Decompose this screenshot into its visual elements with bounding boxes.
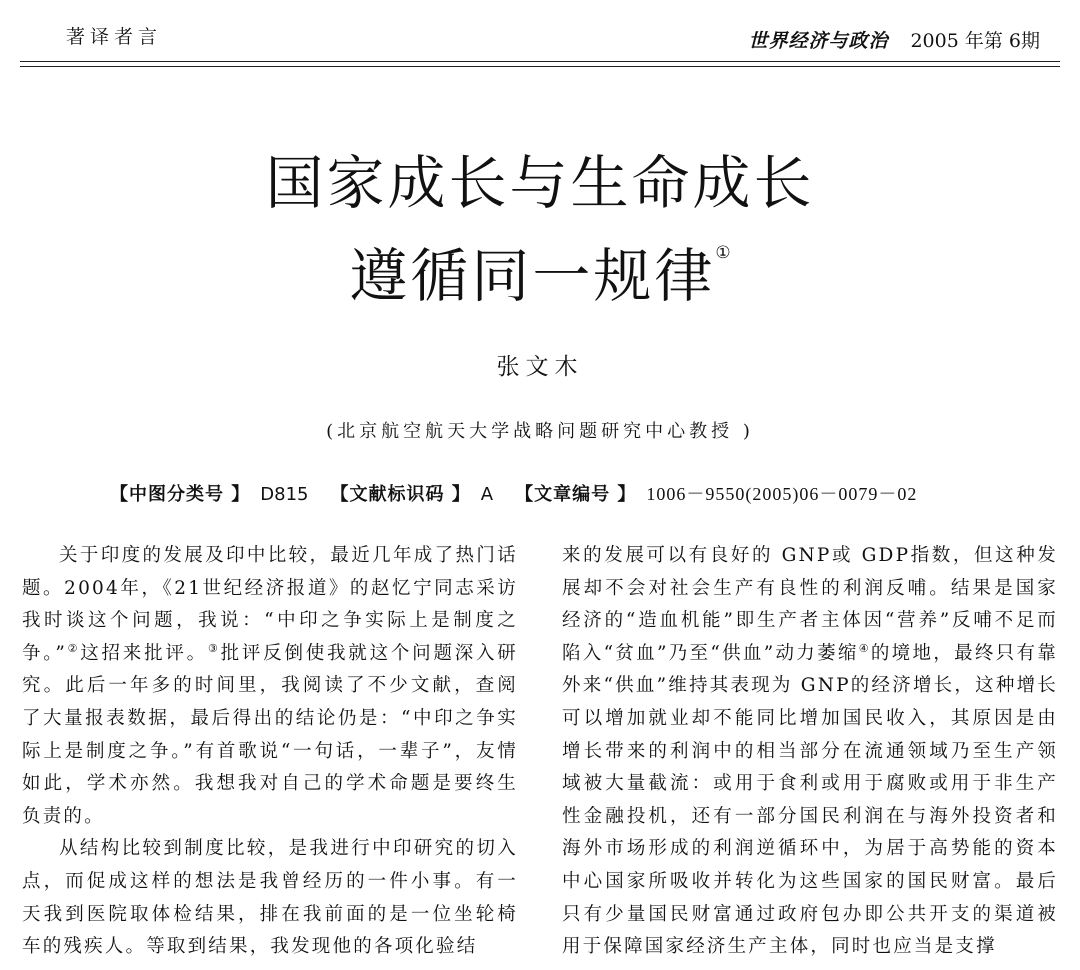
- title-line-2-text: 遵循同一规律: [349, 242, 716, 310]
- author-name: 张文木: [496, 354, 584, 380]
- footnote-marker[interactable]: ②: [66, 641, 81, 655]
- clc-value: D815: [260, 484, 309, 505]
- section-label: 著译者言: [66, 26, 163, 48]
- issue-number: 2005 年第 6期: [910, 30, 1040, 52]
- journal-logo: 世界经济与政治: [748, 30, 889, 52]
- doc-code-label: 【文献标识码 】: [330, 484, 471, 505]
- header-rule-top: [20, 61, 1060, 62]
- footnote-marker[interactable]: ④: [858, 641, 871, 655]
- body-column-right: [562, 540, 1058, 964]
- article-number-value: 1006－9550(2005)06－0079－02: [646, 484, 918, 504]
- paragraph-text: 来的发展可以有良好的 GNP或 GDP指数，但这种发展却不会对社会生产有良性的利润反哺。结果是国家经济的“造血机能”即生产者主体因“营养”反哺不足而陷入“贫血”乃至“供血”动力萎缩: [562, 545, 1058, 664]
- journal-issue-block: [748, 26, 1040, 53]
- footnote-marker[interactable]: ③: [207, 641, 221, 655]
- title-line-1: 国家成长与生命成长: [265, 149, 815, 217]
- author-affiliation: (北京航空航天大学战略问题研究中心教授 ): [326, 421, 754, 442]
- title-footnote-marker[interactable]: ①: [715, 243, 731, 263]
- running-header: [0, 0, 1080, 70]
- paragraph-text: 的境地，最终只有靠外来“供血”维持其表现为 GNP的经济增长，这种增长可以增加就业却不能同比增加国民收入，其原因是由增长带来的利润中的相当部分在流通领域乃至生产领域被大量截流：或用于食利或用于腐败或用于非生产性金融投机，还有一部分国民利润在与海外投资者和海外市场形成的利润逆循环中，为居于高势能的资本中心国家所吸收并转化为这些国家的国民财富。最后只有少量国民财富通过政府包办即公共开支的渠道被用于保障国家经济生产主体，同时也应当是支撑: [562, 642, 1058, 958]
- paragraph-text: 关于印度的发展及印中比较，最近几年成了热门话题。2004年，《21世纪经济报道》的赵忆宁同志采访我时谈这个问题，我说：“中印之争实际上是制度之争。”: [22, 545, 518, 664]
- header-rule-bottom: [20, 66, 1060, 67]
- title-line-2: [0, 218, 1080, 311]
- paragraph-text: 批评反倒使我就这个问题深入研究。此后一年多的时间里，我阅读了不少文献，查阅了大量报表数据，最后得出的结论仍是：“中印之争实际上是制度之争。”有首歌说“一句话，一辈子”，友情如此，学术亦然。我想我对自己的学术命题是要终生负责的。: [22, 642, 519, 827]
- paragraph: [562, 540, 1058, 964]
- classification-line: [110, 480, 1010, 506]
- clc-label: 【中图分类号 】: [110, 484, 251, 505]
- paragraph-text: 这招来批评。: [80, 642, 208, 664]
- article-title: [0, 148, 1080, 311]
- paragraph: 从结构比较到制度比较，是我进行中印研究的切入点，而促成这样的想法是我曾经历的一件小事。有一天我到医院取体检结果，排在我前面的是一位坐轮椅车的残疾人。等取到结果，我发现他的各项化验结: [22, 838, 518, 958]
- paragraph: [22, 540, 518, 833]
- doc-code-value: A: [480, 484, 494, 505]
- body-column-left: [22, 540, 518, 964]
- article-number-label: 【文章编号 】: [515, 484, 637, 505]
